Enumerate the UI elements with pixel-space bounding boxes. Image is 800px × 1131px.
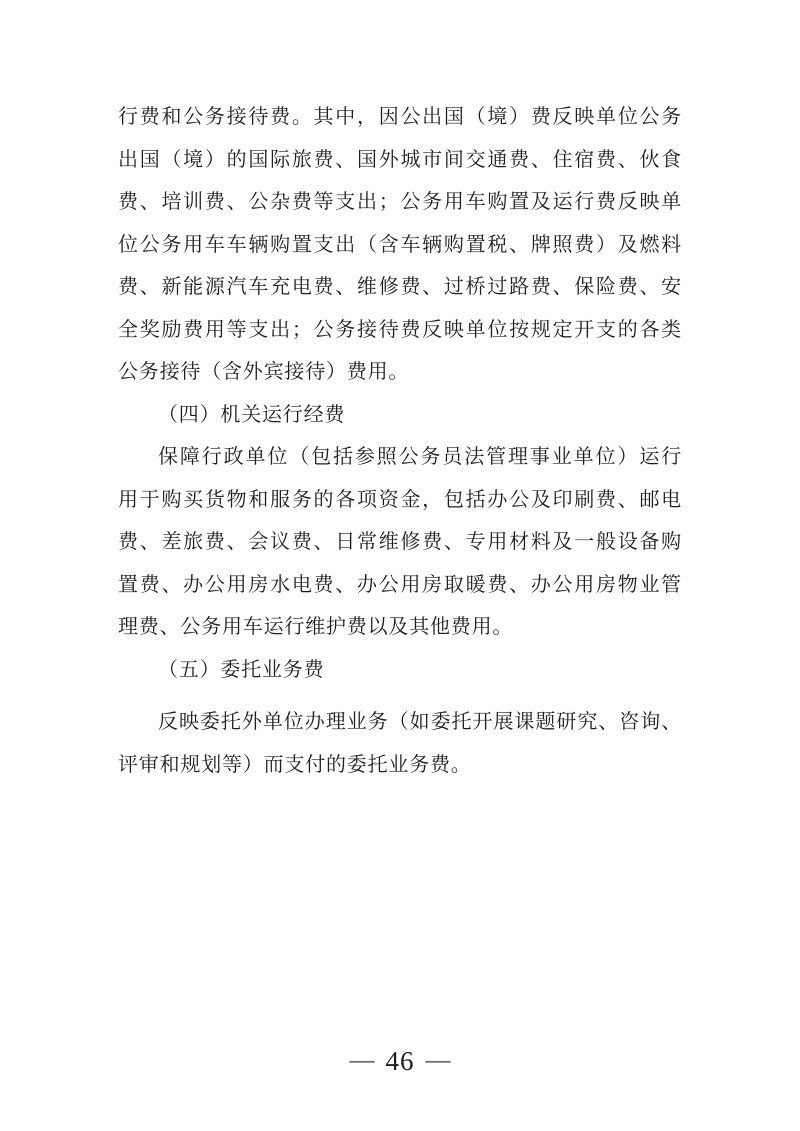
footer-dash-left: — [349,1047,375,1074]
heading-section-4-line-1: （四）机关运行经费 [158,403,346,426]
para-section-4-line-1: 保障行政单位（包括参照公务员法管理事业单位）运行 [158,446,682,468]
para-continuation-sanGong-line-3: 费、培训费、公杂费等支出；公务用车购置及运行费反映单 [118,191,682,213]
para-section-5-line-1: 反映委托外单位办理业务（如委托开展课题研究、咨询、 [158,711,682,733]
para-section-4 [118,436,682,649]
para-continuation-sanGong-line-1: 行费和公务接待费。其中，因公出国（境）费反映单位公务 [118,106,682,128]
para-continuation-sanGong-line-7: 公务接待（含外宾接待）费用。 [118,361,410,383]
document-content [118,96,682,786]
page-number: 46 [385,1046,415,1076]
heading-section-5-line-1: （五）委托业务费 [158,658,325,681]
para-section-4-line-3: 费、差旅费、会议费、日常维修费、专用材料及一般设备购 [118,531,682,553]
para-section-4-line-2: 用于购买货物和服务的各项资金，包括办公及印刷费、邮电 [118,488,682,511]
para-continuation-sanGong [118,96,682,394]
para-section-4-line-4: 置费、办公用房水电费、办公用房取暖费、办公用房物业管 [118,573,682,596]
para-continuation-sanGong-line-2: 出国（境）的国际旅费、国外城市间交通费、住宿费、伙食 [118,148,682,171]
heading-section-4 [118,394,682,437]
page-footer [0,1045,800,1077]
para-section-5 [118,701,682,786]
para-section-4-line-5: 理费、公务用车运行维护费以及其他费用。 [118,616,514,638]
footer-dash-right: — [425,1047,451,1074]
para-continuation-sanGong-line-6: 全奖励费用等支出；公务接待费反映单位按规定开支的各类 [118,318,682,341]
heading-section-5 [118,649,682,692]
para-continuation-sanGong-line-4: 位公务用车车辆购置支出（含车辆购置税、牌照费）及燃料 [118,233,682,256]
para-section-5-line-2: 评审和规划等）而支付的委托业务费。 [118,753,472,776]
para-continuation-sanGong-line-5: 费、新能源汽车充电费、维修费、过桥过路费、保险费、安 [118,276,682,298]
